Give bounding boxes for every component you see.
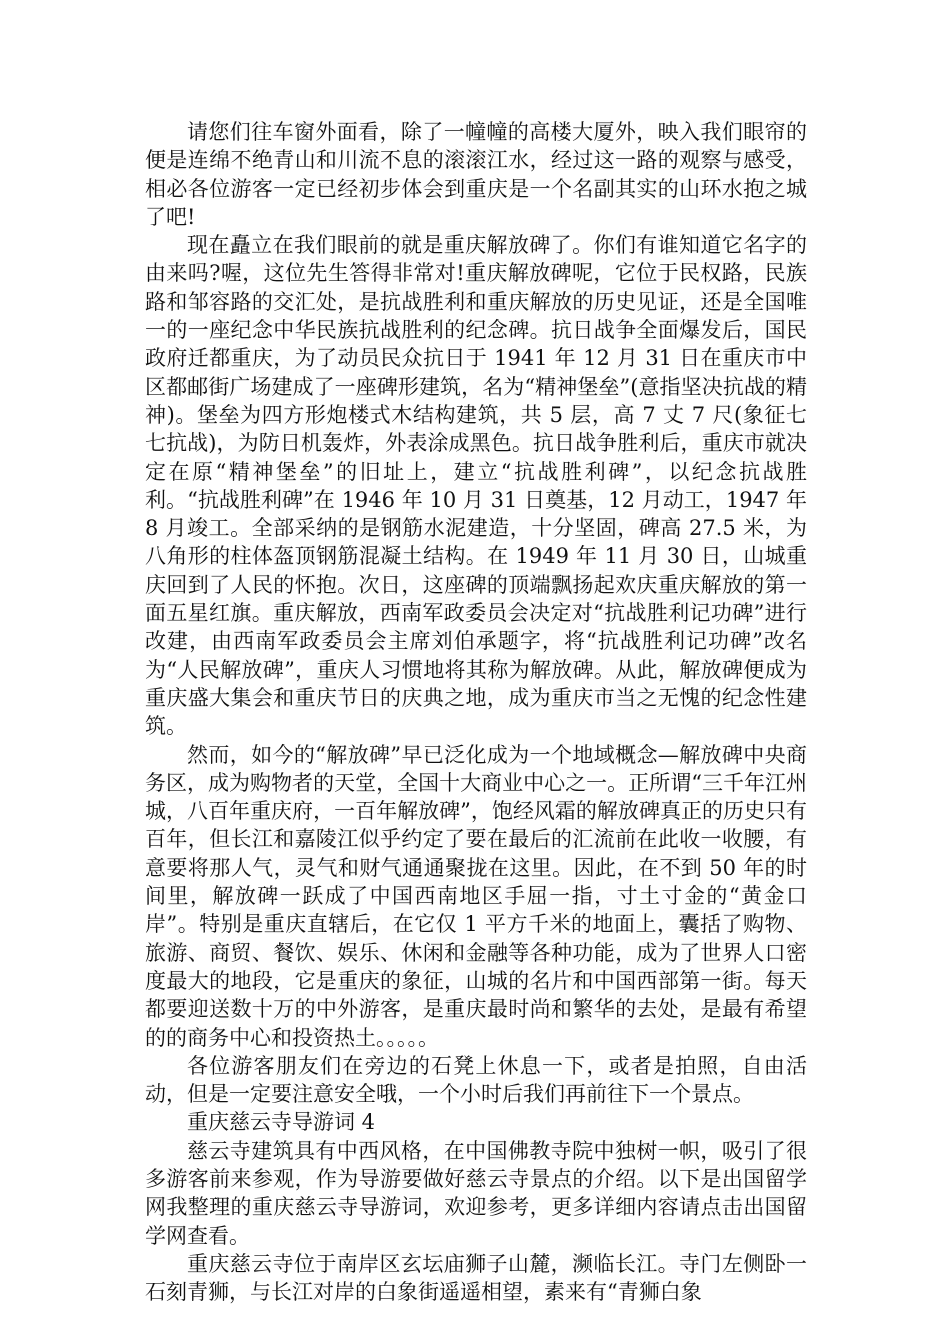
section-title: 重庆慈云寺导游词 4 [187,1110,376,1135]
paragraph-ciyun-location: 重庆慈云寺位于南岸区玄坛庙狮子山麓，濒临长江。寺门左侧卧一石刻青狮，与长江对岸的白象街遥遥相望，素来有“青狮白象 [145,1251,807,1305]
paragraph-business-district: 然而，如今的“解放碑”早已泛化成为一个地域概念—解放碑中央商务区，成为购物者的天堂，全国十大商业中心之一。正所谓“三千年江州城，八百年重庆府，一百年解放碑”，饱经风霜的解放碑真正的历史只有百年，但长江和嘉陵江似乎约定了要在最后的汇流前在此收一收腰，有意要将那人气，灵气和财气通通聚拢在这里。因此，在不到 50 年的时间里，解放碑一跃成了中国西南地区手屈一指，寸土寸金的“黄金口岸”。特别是重庆直辖后，在它仅 1 平方千米的地面上，囊括了购物、旅游、商贸、餐饮、娱乐、休闲和金融等各种功能，成为了世界人口密度最大的地段，它是重庆的象征，山城的名片和中国西部第一街。每天都要迎送数十万的中外游客，是重庆最时尚和繁华的去处，是最有希望的的商务中心和投资热土。。。。。 [145,742,807,1050]
paragraph-ciyun-intro: 慈云寺建筑具有中西风格，在中国佛教寺院中独树一帜，吸引了很多游客前来参观，作为导游要做好慈云寺景点的介绍。以下是出国留学网我整理的重庆慈云寺导游词，欢迎参考，更多详细内容请点击出国留学网查看。 [145,1138,807,1248]
paragraph-liberation-monument: 现在矗立在我们眼前的就是重庆解放碑了。你们有谁知道它名字的由来吗?喔，这位先生答得非常对!重庆解放碑呢，它位于民权路，民族路和邹容路的交汇处，是抗战胜利和重庆解放的历史见证，还是全国唯一的一座纪念中华民族抗战胜利的纪念碑。抗日战争全面爆发后，国民政府迁都重庆，为了动员民众抗日于 1941 年 12 月 31 日在重庆市中区都邮街广场建成了一座碑形建筑，名为“精神堡垒”(意指坚决抗战的精神)。堡垒为四方形炮楼式木结构建筑，共 5 层，高 7 丈 7 尺(象征七七抗战)，为防日机轰炸，外表涂成黑色。抗日战争胜利后，重庆市就决定在原“精神堡垒”的旧址上，建立“抗战胜利碑”，以纪念抗战胜利。“抗战胜利碑”在 1946 年 10 月 31 日奠基，12 月动工，1947 年 8 月竣工。全部采纳的是钢筋水泥建造，十分坚固，碑高 27.5 米，为八角形的柱体盔顶钢筋混凝土结构。在 1949 年 11 月 30 日，山城重庆回到了人民的怀抱。次日，这座碑的顶端飘扬起欢庆重庆解放的第一面五星红旗。重庆解放，西南军政委员会决定对“抗战胜利记功碑”进行改建，由西南军政委员会主席刘伯承题字，将“抗战胜利记功碑”改名为“人民解放碑”，重庆人习惯地将其称为解放碑。从此，解放碑便成为重庆盛大集会和重庆节日的庆典之地，成为重庆市当之无愧的纪念性建筑。 [145,233,807,739]
document-page [145,118,807,1306]
paragraph-window-view: 请您们往车窗外面看，除了一幢幢的高楼大厦外，映入我们眼帘的便是连绵不绝青山和川流不息的滚滚江水，经过这一路的观察与感受，相必各位游客一定已经初步体会到重庆是一个名副其实的山环水抱之城了吧! [145,120,807,229]
paragraph-free-time: 各位游客朋友们在旁边的石凳上休息一下，或者是拍照，自由活动，但是一定要注意安全哦，一个小时后我们再前往下一个景点。 [145,1053,807,1107]
